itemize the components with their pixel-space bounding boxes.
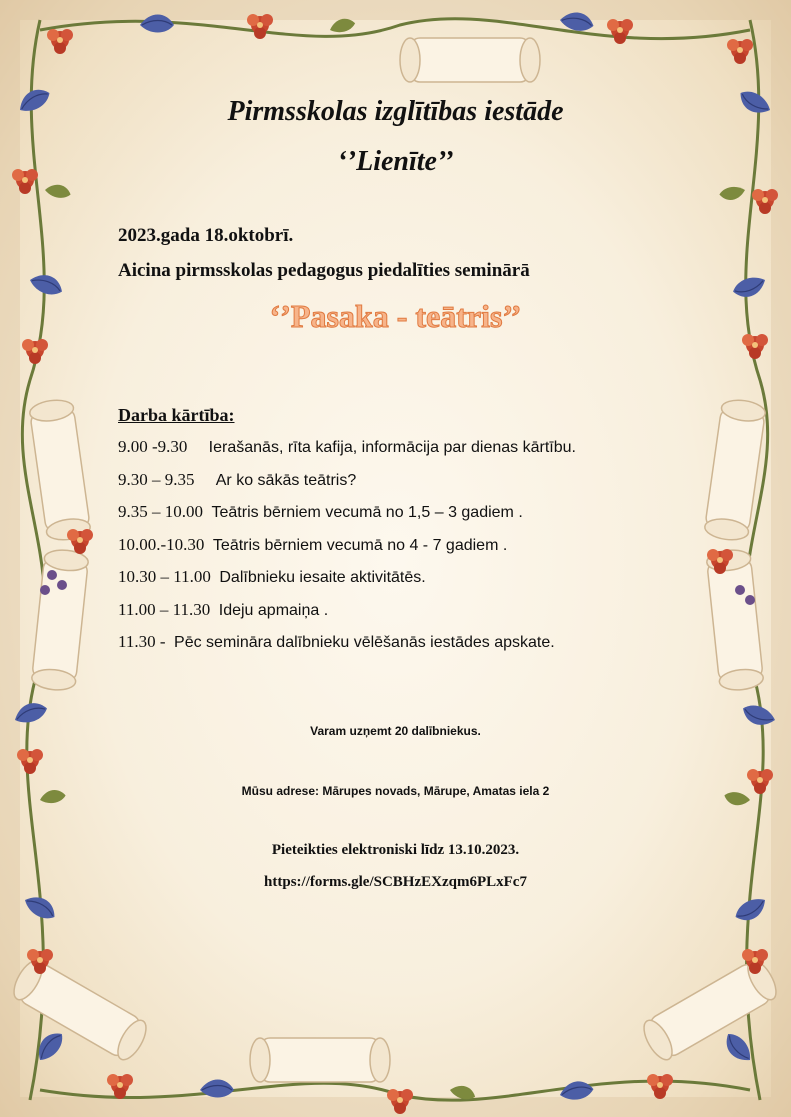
- capacity-note: Varam uzņemt 20 dalībniekus.: [310, 724, 481, 738]
- event-date: 2023.gada 18.oktobrī.: [118, 225, 294, 246]
- agenda-time: 11.00 – 11.30: [118, 599, 219, 619]
- agenda-desc: Ideju apmaiņa .: [218, 601, 329, 619]
- agenda-time: 9.30 – 9.35: [118, 469, 216, 489]
- agenda-item: [118, 502, 576, 535]
- agenda-desc: Dalībnieku iesaite aktivitātēs.: [219, 569, 426, 586]
- agenda-item: [118, 632, 576, 665]
- registration-link[interactable]: https://forms.gle/SCBHzEXzqm6PLxFc7: [264, 874, 527, 890]
- apply-deadline: Pieteikties elektroniski līdz 13.10.2023.: [271, 842, 520, 858]
- agenda-list: [118, 437, 576, 665]
- agenda-time: 9.35 – 10.00: [118, 502, 212, 521]
- agenda-time: 10.30 – 11.00: [118, 567, 220, 586]
- agenda-item: [118, 535, 576, 568]
- agenda-desc: Ar ko sākās teātris?: [215, 471, 357, 489]
- agenda-item: [118, 437, 576, 470]
- institution-title: Pirmsskolas izglītības iestāde: [227, 96, 564, 127]
- institution-name: ‘’Lienīte’’: [337, 146, 454, 177]
- agenda-item: [118, 567, 576, 600]
- agenda-item: [118, 470, 576, 503]
- agenda-desc: Teātris bērniem vecumā no 4 - 7 gadiem .: [212, 536, 508, 554]
- seminar-title: ‘’Pasaka - teātris’’: [269, 298, 522, 334]
- address-note: Mūsu adrese: Mārupes novads, Mārupe, Amatas iela 2: [241, 784, 550, 798]
- agenda-time: 11.30 -: [118, 632, 175, 651]
- agenda-desc: Teātris bērniem vecumā no 1,5 – 3 gadiem .: [211, 504, 523, 521]
- agenda-desc: Ierašanās, rīta kafija, informācija par dienas kārtību.: [208, 439, 576, 456]
- agenda-heading: Darba kārtība:: [118, 405, 235, 425]
- agenda-time: 10.00.-10.30: [118, 534, 213, 554]
- agenda-item: [118, 600, 576, 633]
- agenda-time: 9.00 -9.30: [118, 437, 209, 456]
- agenda-desc: Pēc semināra dalībnieku vēlēšanās iestādes apskate.: [174, 634, 555, 651]
- invitation-text: Aicina pirmsskolas pedagogus piedalīties seminārā: [118, 260, 530, 281]
